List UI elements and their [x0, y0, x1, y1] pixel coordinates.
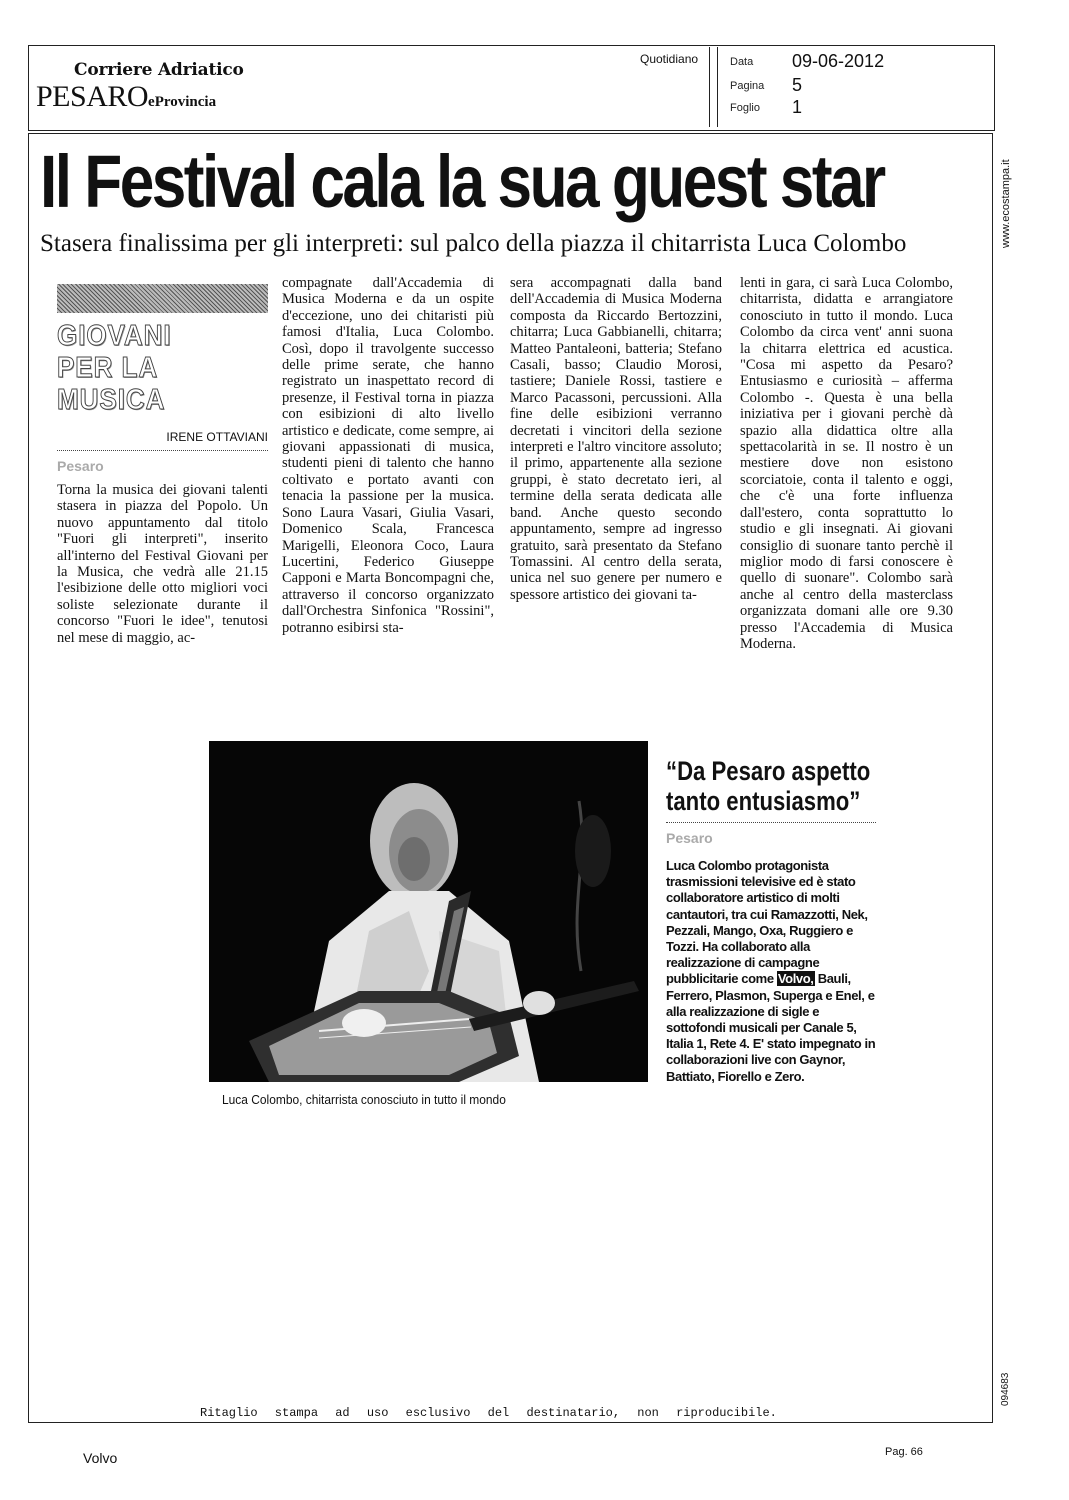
guitarist-photo-illustration: [209, 741, 648, 1082]
article-column-2: compagnate dall'Accademia di Musica Moderna e da un ospite d'eccezione, uno dei chitaristi più famosi d'Italia, Luca Colombo. Così, dopo il travolgente successo delle prime serate, che hanno registrato un inaspettato record di presenze, il Festival torna in piazza con esibizioni di alto livello artistico e dedicate, come sempre, ai giovani appassionati di musica, studenti pieni di talento che hanno coltivato e portato avanti con tenacia la passione per la musica. Sono Laura Vasari, Giulia Vasari, Domenico Scala, Francesca Marigelli, Eleonora Coco, Laura Lucertini, Federico Giuseppe Capponi e Marta Boncompagni che, attraverso il concorso organizzato dall'Orchestra Sinfonica "Rossini", potranno esibirsi sta-: [282, 275, 494, 636]
publication-edition: eProvincia: [148, 94, 217, 110]
sidebar-body: Luca Colombo protagonista trasmissioni televisive ed è stato collaboratore artistico di molti cantautori, tra cui Ramazzotti, Nek, Pezzali, Mango, Oxa, Ruggiero e Tozzi. Ha collaborato alla realizzazione di campagne pubblicitarie come Volvo, Bauli, Ferrero, Plasmon, Superga e Enel, e alla realizzazione di sigle e sottofondi musicali per Canale 5, Italia 1, Rete 4. E' stato impegnato in collaborazioni live con Gaynor, Battiato, Fiorello e Zero.: [666, 858, 876, 1084]
headline: Il Festival cala la sua guest star: [40, 140, 884, 223]
date-label: Data: [730, 56, 754, 68]
client-name: Volvo: [83, 1450, 118, 1466]
article-column-4: lenti in gara, ci sarà Luca Colombo, chitarrista, didatta e arrangiatore conosciuto in tutto il mondo. Luca Colombo da circa vent' anni suona la chitarra elettrica ed acustica. "Cosa mi aspetto da Pesaro? Entusiasmo e curiosità – afferma Colombo -. Questa è una bella iniziativa per i giovani perchè dà spazio alla didattica oltre alla spettacolarità in se. Il nostro è un mestiere dove non esistono scorciatoie, conta il talento e oggi, che c'è una forte influenza dall'estero, conta soprattutto lo studio e gli insegnati. Ai giovani consiglio di suonare tanto perchè il miglior modo di farsi conoscere è quello di suonare". Colombo sarà anche al centro della masterclass organizzata domani alle ore 9.30 presso l'Accademia di Musica Moderna.: [740, 275, 953, 652]
photo-caption: Luca Colombo, chitarrista conosciuto in tutto il mondo: [222, 1092, 506, 1107]
sidebar-rule: [666, 822, 876, 823]
article-column-3: sera accompagnati dalla band dell'Accademia di Musica Moderna composta da Riccardo Bertozzini, chitarra; Luca Gabbianelli, chitarra; Matteo Pantaleoni, batteria; Stefano Casali, basso; Claudio Morosi, tastiere; Daniele Rossi, tastiere e Marco Pacassoni, percussioni. Alla fine delle esibizioni verranno decretati i vincitori della sezione interpreti e l'altro vincitore assoluto; il primo, appartenente alla sezione gruppi, è stato decretato ieri, al termine della serata dedicata alle band. Anche questo secondo appuntamento, sempre ad ingresso gratuito, sarà presentato da Stefano Tomassini. Al centro della serata, unica nel suo genere per numero e spessore artistico dei giovani ta-: [510, 275, 722, 603]
publication-type: Quotidiano: [640, 52, 699, 66]
reproduction-notice: Ritaglio stampa ad uso esclusivo del destinatario, non riproducibile.: [200, 1406, 777, 1420]
sidebar-title: “Da Pesaro aspetto tanto entusiasmo”: [666, 756, 871, 816]
side-url: www.ecostampa.it: [1000, 159, 1012, 248]
sheet-label: Foglio: [730, 102, 760, 114]
section-hatch-bar: [57, 284, 268, 313]
publication-name: Corriere Adriatico: [74, 60, 244, 80]
page-label: Pagina: [730, 80, 765, 92]
dateline: Pesaro: [57, 458, 104, 474]
header-divider: [714, 47, 718, 127]
publication-city: PESAROeProvincia: [36, 80, 217, 113]
sheet-value: 1: [792, 97, 803, 117]
side-code: 094683: [1000, 1372, 1011, 1406]
byline: IRENE OTTAVIANI: [166, 430, 268, 444]
page-value: 5: [792, 75, 803, 95]
photo-luca-colombo: [209, 741, 648, 1082]
sidebar-dateline: Pesaro: [666, 830, 713, 846]
byline-rule: [57, 450, 268, 451]
section-kicker: GIOVANI PER LA MUSICA: [57, 320, 172, 416]
date-value: 09-06-2012: [792, 51, 885, 71]
article-column-1: Torna la musica dei giovani talenti stasera in piazza del Popolo. Un nuovo appuntamento dal titolo "Fuori gli interpreti", inserito all'interno del Festival Giovani per la Musica, che vedrà alle 21.15 l'esibizione delle otto migliori voci soliste selezionate durante il concorso "Fuori le idee", tenutosi nel mese di maggio, ac-: [57, 482, 268, 646]
page-number: Pag. 66: [885, 1446, 923, 1458]
subheadline: Stasera finalissima per gli interpreti: sul palco della piazza il chitarrista Luca Colombo: [40, 230, 907, 257]
highlighted-brand: Volvo,: [777, 971, 814, 987]
